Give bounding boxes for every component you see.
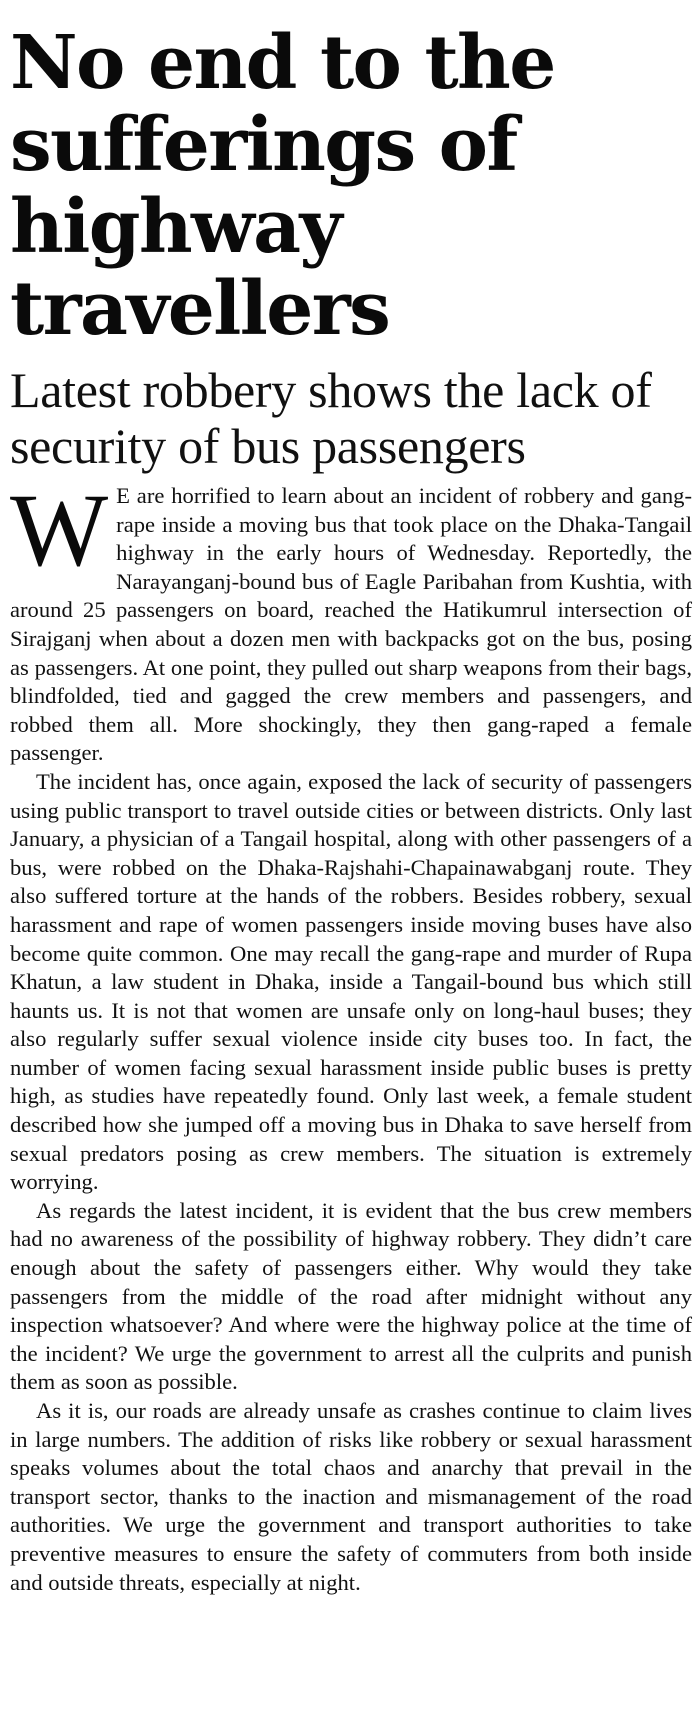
- editorial-article: [10, 22, 692, 1597]
- headline: No end to the sufferings of highway travellers: [10, 20, 555, 352]
- article-body: [10, 473, 692, 1597]
- paragraph-1: [10, 473, 692, 768]
- paragraph-2: The incident has, once again, exposed the lack of security of passengers using public transport to travel outside cities or between districts. Only last January, a physician of a Tangail hospital, along with other passengers of a bus, were robbed on the Dhaka-Rajshahi-Chapainawabganj route. They also suffered torture at the hands of the robbers. Besides robbery, sexual harassment and rape of women passengers inside moving buses have also become quite common. One may recall the gang-rape and murder of Rupa Khatun, a law student in Dhaka, inside a Tangail-bound bus which still haunts us. It is not that women are unsafe only on long-haul buses; they also regularly suffer sexual violence inside city buses too. In fact, the number of women facing sexual harassment inside public buses is pretty high, as studies have repeatedly found. Only last week, a female student described how she jumped off a moving bus in Dhaka to save herself from sexual predators posing as crew members. The situation is extremely worrying.: [10, 768, 692, 1195]
- paragraph-3: As regards the latest incident, it is evident that the bus crew members had no awareness of the possibility of highway robbery. They didn’t care enough about the safety of passengers either. Why would they take passengers from the middle of the road after midnight without any inspection whatsoever? And where were the highway police at the time of the incident? We urge the government to arrest all the culprits and punish them as soon as possible.: [10, 1197, 692, 1395]
- drop-cap: W: [10, 473, 109, 588]
- paragraph-1-text: E are horrified to learn about an incident of robbery and gang-rape inside a moving bus that took place on the Dhaka-Tangail highway in the early hours of Wednesday. Reportedly, the Narayanganj-bound bus of Eagle Paribahan from Kushtia, with around 25 passengers on board, reached the Hatikumrul intersection of Sirajganj when about a dozen men with backpacks got on the bus, posing as passengers. At one point, they pulled out sharp weapons from their bags, blindfolded, tied and gagged the crew members and passengers, and robbed them all. More shockingly, they then gang-raped a female passenger.: [10, 483, 692, 766]
- paragraph-4: As it is, our roads are already unsafe as crashes continue to claim lives in large numbers. The addition of risks like robbery or sexual harassment speaks volumes about the total chaos and anarchy that prevail in the transport sector, thanks to the inaction and mismanagement of the road authorities. We urge the government and transport authorities to take preventive measures to ensure the safety of commuters from both inside and outside threats, especially at night.: [10, 1398, 692, 1595]
- subheadline: Latest robbery shows the lack of security of bus passengers: [10, 362, 652, 474]
